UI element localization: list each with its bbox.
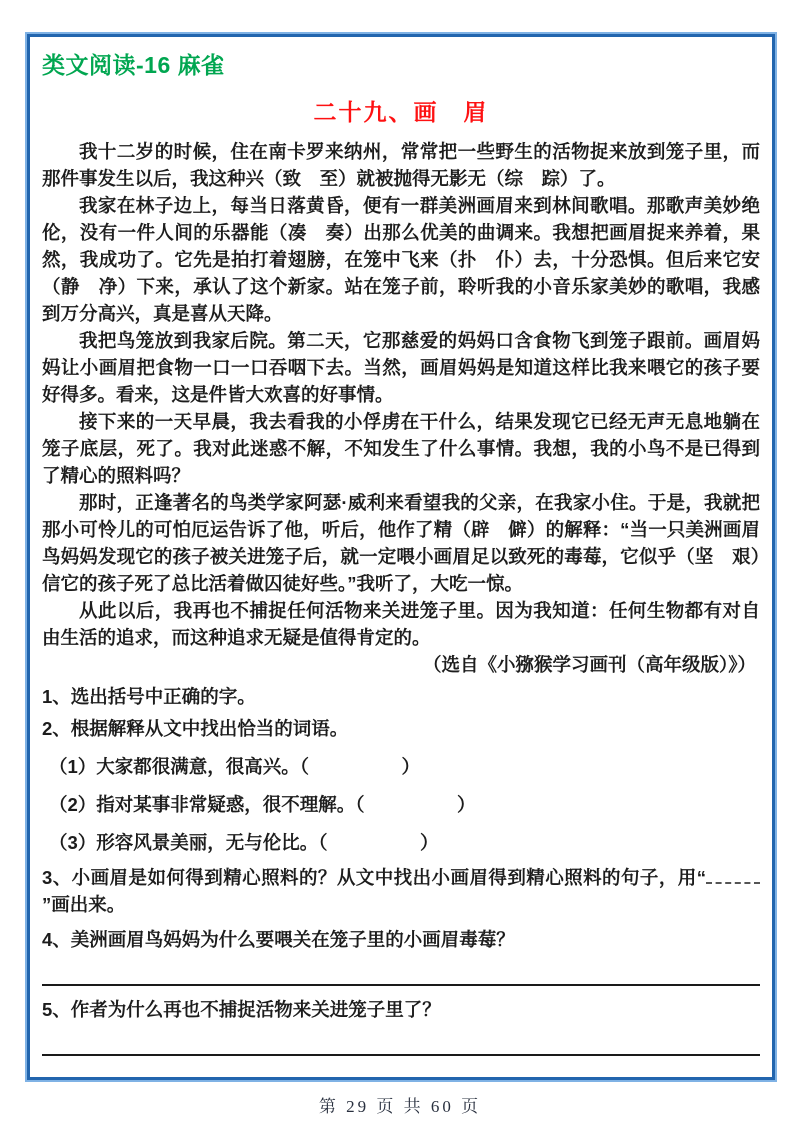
passage-paragraph: 那时，正逢著名的鸟类学家阿瑟·威利来看望我的父亲，在我家小住。于是，我就把那小可怜儿的可怕厄运告诉了他，听后，他作了精（辟 僻）的解释：“当一只美洲画眉鸟妈妈发现它的孩子被关进笼子后，就一定喂小画眉足以致死的毒莓，它似乎（坚 艰）信它的孩子死了总比活着做囚徒好些。”我听了，大吃一惊。 xyxy=(42,492,760,594)
lesson-header: 类文阅读-16 麻雀 xyxy=(42,52,225,78)
answer-line xyxy=(42,984,760,986)
question-4: 4、美洲画眉鸟妈妈为什么要喂关在笼子里的小画眉毒莓？ xyxy=(42,929,515,950)
question-5: 5、作者为什么再也不捕捉活物来关进笼子里了？ xyxy=(42,999,441,1020)
source-attribution: （选自《小猕猴学习画刊（高年级版）》） xyxy=(422,654,756,675)
question-2-item-3: （3）形容风景美丽，无与伦比。（ ） xyxy=(49,832,439,853)
passage-paragraph: 从此以后，我再也不捕捉任何活物来关进笼子里。因为我知道：任何生物都有对自由生活的追求，而这种追求无疑是值得肯定的。 xyxy=(42,600,760,648)
question-2: 2、根据解释从文中找出恰当的词语。 xyxy=(42,718,349,739)
answer-line xyxy=(42,1054,760,1056)
reading-passage xyxy=(42,138,760,651)
worksheet-frame xyxy=(25,32,777,1082)
passage-title: 二十九、画 眉 xyxy=(313,99,489,125)
question-1: 1、选出括号中正确的字。 xyxy=(42,686,256,707)
question-3-text-after: ”画出来。 xyxy=(42,894,126,915)
question-2-item-1: （1）大家都很满意，很高兴。（ ） xyxy=(49,756,421,777)
question-3-text-before: 3、小画眉是如何得到精心照料的？从文中找出小画眉得到精心照料的句子，用“ xyxy=(42,867,706,888)
page-footer: 第 29 页 共 60 页 xyxy=(318,1097,482,1116)
question-3 xyxy=(42,864,760,918)
passage-paragraph: 我把鸟笼放到我家后院。第二天，它那慈爱的妈妈口含食物飞到笼子跟前。画眉妈妈让小画眉把食物一口一口吞咽下去。当然，画眉妈妈是知道这样比我来喂它的孩子要好得多。看来，这是件皆大欢喜的好事情。 xyxy=(42,330,760,405)
question-section xyxy=(42,683,760,1056)
worksheet-frame-inner xyxy=(27,34,775,1080)
passage-paragraph: 我十二岁的时候，住在南卡罗来纳州，常常把一些野生的活物捉来放到笼子里，而那件事发生以后，我这种兴（致 至）就被抛得无影无（综 踪）了。 xyxy=(42,141,760,189)
passage-paragraph: 我家在林子边上，每当日落黄昏，便有一群美洲画眉来到林间歌唱。那歌声美妙绝伦，没有一件人间的乐器能（凑 奏）出那么优美的曲调来。我想把画眉捉来养着，果然，我成功了。它先是拍打着翅膀，在笼中飞来（扑 仆）去，十分恐惧。但后来它安（静 净）下来，承认了这个新家。站在笼子前，聆听我的小音乐家美妙的歌唱，我感到万分高兴，真是喜从天降。 xyxy=(42,195,760,324)
dashed-underline-blank xyxy=(706,870,760,884)
passage-paragraph: 接下来的一天早晨，我去看我的小俘虏在干什么，结果发现它已经无声无息地躺在笼子底层，死了。我对此迷惑不解，不知发生了什么事情。我想，我的小鸟不是已得到了精心的照料吗？ xyxy=(42,411,760,486)
question-2-item-2: （2）指对某事非常疑惑，很不理解。（ ） xyxy=(49,794,476,815)
